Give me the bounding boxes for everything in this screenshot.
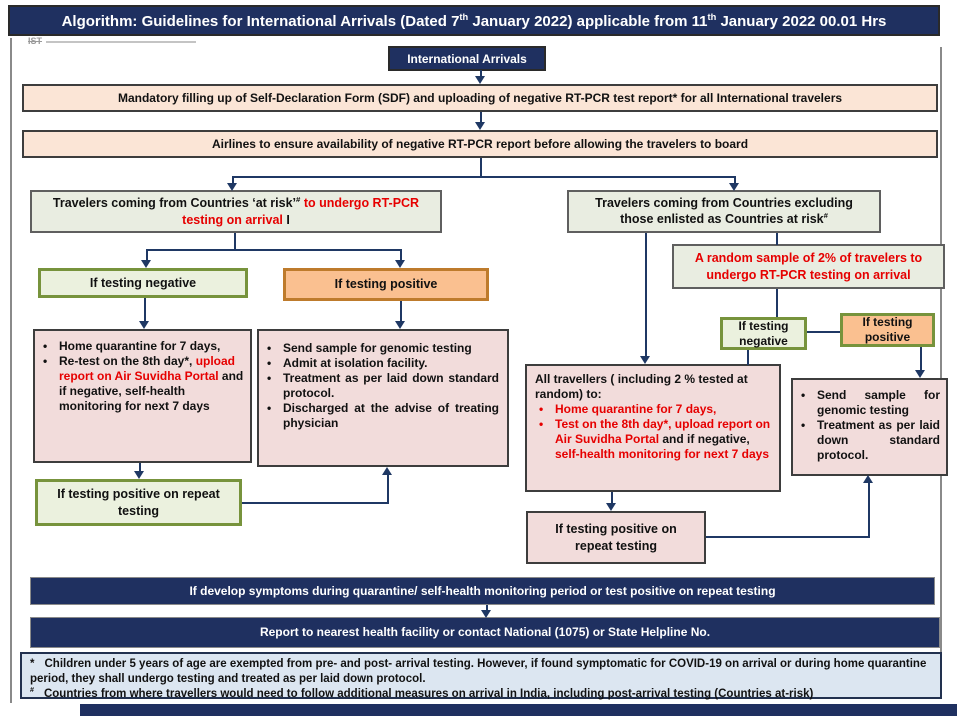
bullet-icon [39, 354, 59, 414]
left-pos-bullet-2: Admit at isolation facility. [283, 356, 428, 370]
all-trav-bullet-2b: and if negative, [659, 432, 750, 446]
bullet-icon [535, 417, 555, 462]
left-branch-text: Travelers coming from Countries ‘at risk’ [52, 196, 297, 211]
airlines-bar-label: Airlines to ensure availability of negative RT-PCR report before allowing the travelers to board [211, 136, 749, 151]
left-negative-outcome-box [33, 329, 252, 463]
left-neg-bullet-2a: Re-test on the 8th day*, [59, 354, 196, 368]
connector-line [232, 176, 736, 178]
footnote-2 [30, 686, 932, 702]
symptoms-bar-label: If develop symptoms during quarantine/ self-health monitoring period or test positive on repeat testing [189, 583, 776, 598]
arrow-down-icon [475, 122, 485, 130]
airlines-bar [22, 130, 938, 158]
arrow-down-icon [606, 503, 616, 511]
left-repeat-testing-label: If testing positive on repeat testing [57, 487, 220, 518]
arrow-down-icon [139, 321, 149, 329]
left-branch-sup: # [296, 195, 301, 205]
connector-line [144, 298, 146, 322]
arrow-down-icon [729, 183, 739, 191]
bullet-icon [263, 371, 283, 401]
bullet-icon [263, 356, 283, 371]
footnote-1-marker: * [30, 658, 35, 670]
right-repeat-testing-node [526, 511, 706, 564]
report-bar [30, 617, 940, 648]
connector-line [234, 233, 236, 250]
left-testing-negative-label: If testing negative [89, 275, 197, 290]
connector-line [645, 233, 647, 357]
left-testing-negative-node [38, 268, 248, 298]
bullet-icon [263, 401, 283, 431]
right-repeat-testing-label: If testing positive on repeat testing [555, 522, 677, 553]
right-pos-bullet-1: Send sample for genomic testing [817, 388, 940, 417]
all-trav-bullet-2 [555, 417, 773, 462]
footnote-2-text: Countries from where travellers would need to follow additional measures on arrival in India, including post-arrival testing (Countries at-risk) [43, 688, 814, 701]
left-pos-bullet-4: Discharged at the advise of treating physician [283, 401, 499, 430]
start-node [388, 46, 546, 71]
arrow-down-icon [395, 321, 405, 329]
scan-artifact-text: IST [28, 36, 43, 46]
left-neg-bullet-2c: and if negative, self-health monitoring for next 7 days [59, 369, 244, 413]
footnote-2-marker: # [30, 686, 34, 695]
right-pos-bullet-2: Treatment as per laid down standard protocol. [817, 418, 940, 462]
page-title [8, 5, 940, 36]
right-testing-positive-label: If testing positive [862, 315, 913, 344]
connector-line [480, 158, 482, 177]
page-border-right [940, 47, 942, 652]
start-node-label: International Arrivals [407, 51, 527, 66]
right-testing-negative-label: If testing negative [738, 318, 789, 348]
footnote-1-text: Children under 5 years of age are exempted from pre- and post- arrival testing. However, if found symptomatic for COVID-19 on arrival or during home quarantine period, they shall undergo testing and treated as per laid down protocol. [30, 658, 927, 685]
left-positive-outcome-box [257, 329, 509, 467]
scan-artifact-line [46, 41, 196, 43]
next-slide-edge [80, 704, 957, 716]
connector-line [776, 233, 778, 245]
arrow-down-icon [134, 471, 144, 479]
left-neg-bullet-2 [59, 354, 244, 414]
connector-line [747, 350, 749, 365]
right-testing-negative-node [720, 317, 807, 350]
footnote-1 [30, 657, 932, 686]
title-sup-1: th [459, 11, 469, 22]
connector-line [807, 331, 840, 333]
left-testing-positive-label: If testing positive [334, 277, 438, 292]
arrow-down-icon [640, 356, 650, 364]
connector-line [146, 249, 402, 251]
right-testing-positive-node [840, 313, 935, 347]
bullet-icon [797, 418, 817, 463]
connector-line [706, 536, 870, 538]
page-border-left [10, 38, 12, 703]
arrow-down-icon [395, 260, 405, 268]
right-branch-text: Travelers coming from Countries excluding those enlisted as Countries at risk [595, 196, 853, 227]
right-branch-sup: # [823, 211, 828, 221]
connector-line [920, 347, 922, 371]
all-trav-bullet-1: Home quarantine for 7 days, [555, 402, 717, 416]
left-repeat-testing-node [35, 479, 242, 526]
bullet-icon [535, 402, 555, 417]
connector-line [242, 502, 389, 504]
random-sample-node [672, 244, 945, 289]
left-branch-text-red: to undergo RT-PCR testing on arrival [182, 196, 420, 227]
arrow-down-icon [141, 260, 151, 268]
left-pos-bullet-3: Treatment as per laid down standard protocol. [283, 371, 499, 400]
right-positive-outcome-box [791, 378, 948, 476]
arrow-down-icon [475, 76, 485, 84]
bullet-icon [263, 341, 283, 356]
all-travellers-header: All travellers ( including 2 % tested at random) to: [535, 372, 748, 401]
title-sup-2: th [707, 11, 717, 22]
left-branch-node [30, 190, 442, 233]
arrow-up-icon [382, 467, 392, 475]
all-trav-bullet-2a: Test on the 8th day*, upload report on Air Suvidha Portal [555, 417, 771, 446]
arrow-down-icon [915, 370, 925, 378]
sdf-bar [22, 84, 938, 112]
connector-line [776, 289, 778, 317]
connector-line [387, 474, 389, 504]
arrow-down-icon [227, 183, 237, 191]
footnotes-box [20, 652, 942, 699]
bullet-icon [797, 388, 817, 418]
connector-line [400, 301, 402, 322]
left-neg-bullet-2b: upload report on Air Suvidha Portal [59, 354, 236, 383]
left-pos-bullet-1: Send sample for genomic testing [283, 341, 472, 355]
right-branch-node [567, 190, 881, 233]
left-neg-bullet-1: Home quarantine for 7 days, [59, 339, 221, 353]
sdf-bar-label: Mandatory filling up of Self-Declaration Form (SDF) and uploading of negative RT-PCR test report* for all International travelers [117, 90, 843, 105]
random-sample-label: A random sample of 2% of travelers to undergo RT-PCR testing on arrival [694, 251, 923, 282]
all-trav-bullet-2c: self-health monitoring for next 7 days [555, 447, 770, 461]
arrow-up-icon [863, 475, 873, 483]
left-branch-text-tail: I [286, 212, 290, 227]
all-travellers-box [525, 364, 781, 492]
arrow-down-icon [481, 610, 491, 618]
title-text-2: January 2022) applicable from 11 [468, 12, 708, 30]
title-text-1: Algorithm: Guidelines for International Arrivals (Dated 7 [61, 12, 460, 30]
left-testing-positive-node [283, 268, 489, 301]
symptoms-bar [30, 577, 935, 605]
connector-line [868, 482, 870, 538]
report-bar-label: Report to nearest health facility or contact National (1075) or State Helpline No. [259, 625, 711, 639]
title-text-3: January 2022 00.01 Hrs [716, 12, 887, 30]
bullet-icon [39, 339, 59, 354]
